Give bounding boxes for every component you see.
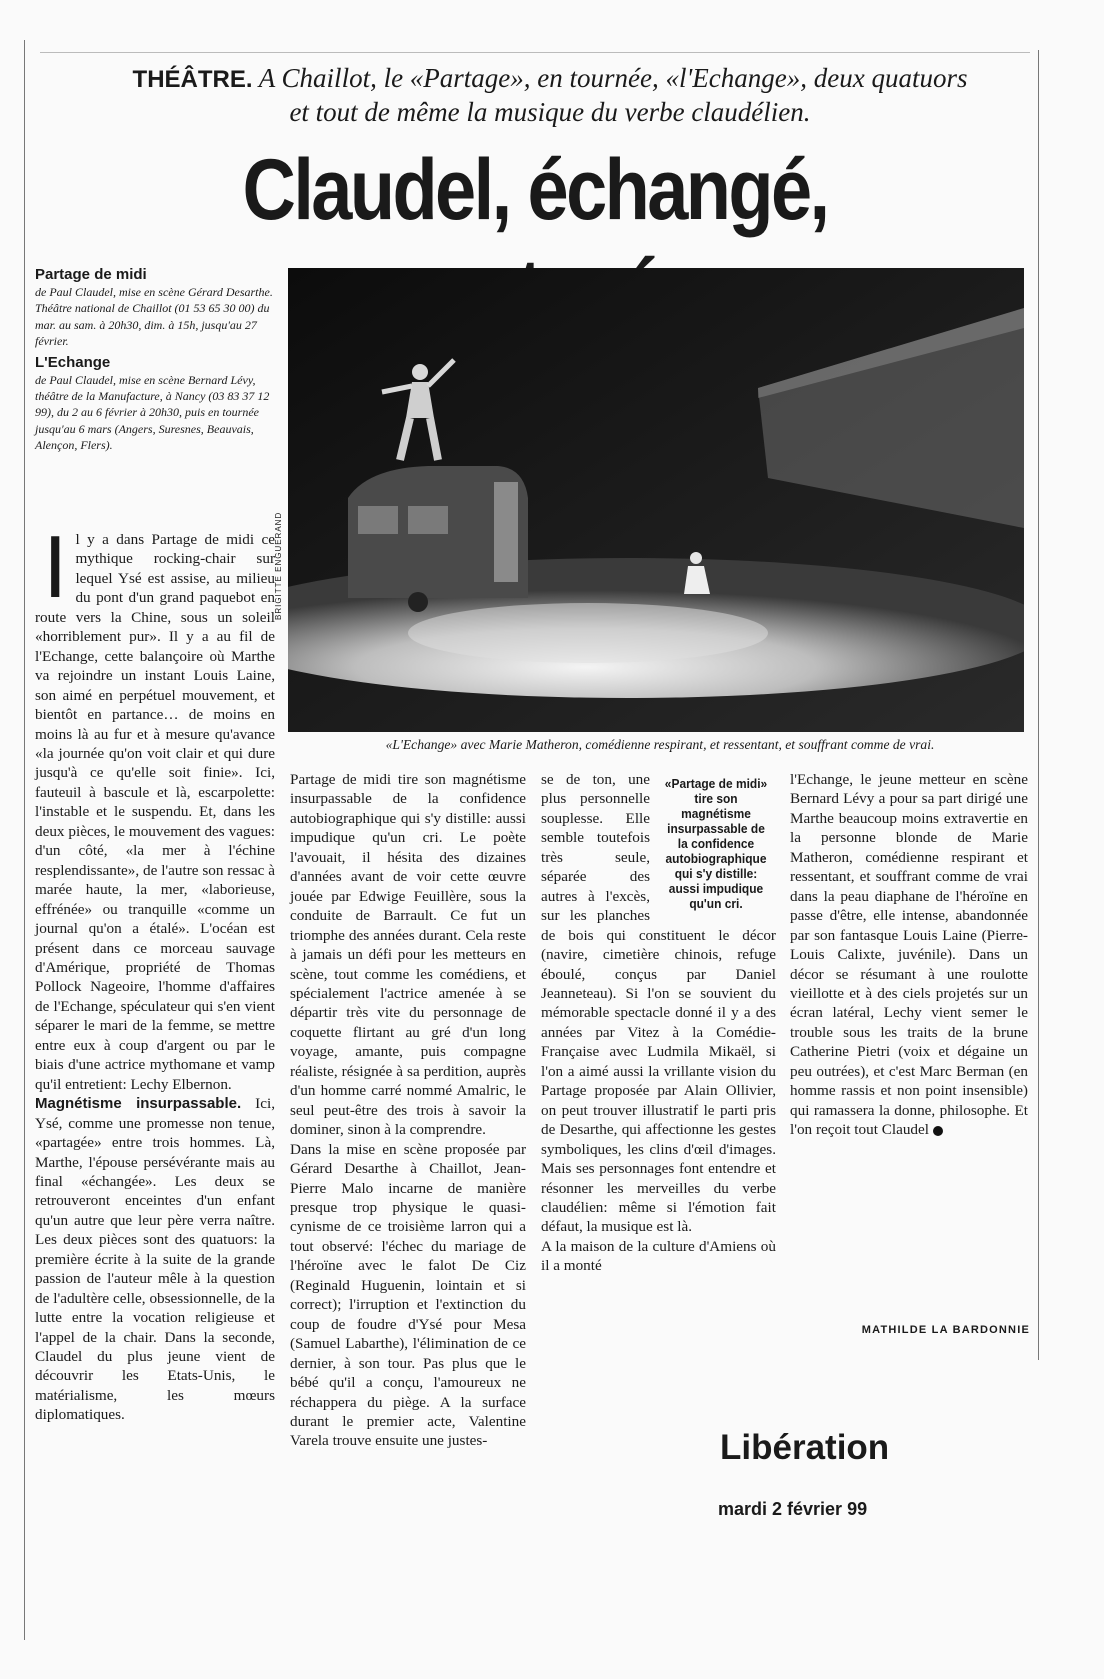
article-column-3: [541, 770, 776, 1276]
photo-caption: «L'Echange» avec Marie Matheron, comédienne respirant, et ressentant, et souffrant comme de vrai.: [385, 737, 935, 752]
kicker-line-1: A Chaillot, le «Partage», en tournée, «l'Echange», deux quatuors: [258, 63, 968, 93]
top-rule: [40, 52, 1030, 53]
article-paragraph: A la maison de la culture d'Amiens où il a monté: [541, 1237, 776, 1275]
article-column-1: [35, 517, 275, 1425]
left-margin-rule: [24, 40, 25, 1640]
article-column-4: [790, 770, 1028, 1140]
info-title-echange: L'Echange: [35, 353, 111, 371]
right-margin-rule: [1038, 50, 1039, 1360]
caravan-shape: [348, 466, 528, 612]
source-name: Libération: [720, 1428, 890, 1467]
pull-quote: «Partage de midi» tire son magnétisme insurpassable de la confidence autobiographique qui s'y distille: aussi impudique qu'un cri.: [664, 776, 768, 911]
kicker-lead: THÉÂTRE.: [132, 66, 253, 93]
kicker-line-2: et tout de même la musique du verbe claudélien.: [289, 97, 811, 127]
source-date: mardi 2 février 99: [718, 1499, 868, 1519]
article-paragraph: l y a dans Partage de midi ce mythique rocking-chair sur lequel Ysé est assise, au milieu du pont d'un grand paquebot en route vers la Chine, sous un soleil «horriblement pur». Il y a au fil de l'Echange, cette balançoire où Marthe va rejoindre un instant Louis Laine, son aimé en perpétuel mouvement, et bientôt en partance… de moins en moins là au fur et à mesure qu'avance «la journée qu'on voit clair et qui dure jusqu'à ce qu'elle soit finie». Ici, fauteuil à bascule et là, escarpolette: l'instable et le suspendu. Et, dans les deux pièces, le mouvement des vagues: d'un côté, «la mer à l'échine resplendissante», de l'autre son ressac à marée haute, la mer, «laborieuse, effrénée» ou tranquille «comme un journal qu'on a étalé». L'océan est présent dans ce morceau sauvage d'Amérique, propriété de Thomas Pollock Nageoire, l'homme d'affaires de l'Echange, spéculateur qui s'en vient séparer le mari de la femme, se mettre entre eux à coup d'argent ou par le biais d'une actrice mythomane et vamp qu'il entretient: Lechy Elbernon.: [35, 531, 275, 1093]
author-signature: MATHILDE LA BARDONNIE: [861, 1324, 1030, 1336]
article-column-2: [290, 770, 526, 1451]
article-subhead: Magnétisme insurpassable.: [35, 1095, 242, 1113]
drop-cap: I: [43, 517, 68, 616]
article-paragraph: l'Echange, le jeune metteur en scène Bernard Lévy a pour sa part dirigé une Marthe beaucoup moins extravertie en la personne blonde de Marie Matheron, comédienne respirant et ressentant, et souffrant comme de vrai dans la peau diaphane de l'héroïne en passe d'être, elle intense, abandonnée par son fantasque Louis Laine (Pierre-Louis Calixte, juvénile). Dans un décor se résumant à une roulotte vieillotte et à des ciels projetés sur un écran latéral, Lechy vient semer le trouble sous les traits de la brune Catherine Pietri (voix et dégaine un peu outrées), et c'est Marc Berman (en homme rassis et non point insensible) qui ramassera la donne, philosophe. Et l'on reçoit tout Claudel: [790, 771, 1028, 1139]
info-box: [35, 266, 275, 458]
headline: Claudel, échangé,: [242, 142, 828, 238]
info-title-partage: Partage de midi: [35, 266, 147, 283]
stage-photo: [288, 268, 1024, 732]
article-paragraph: Dans la mise en scène proposée par Gérard Desarthe à Chaillot, Jean-Pierre Malo incarne de manière presque trop physique le quasi-cynisme de ce troisième larron qui a tout observé: l'échec du mariage de l'héroïne avec le falot De Ciz (Reginald Huguenin, lointain et si correct); l'irruption et l'extinction du coup de foudre d'Ysé pour Mesa (Samuel Labarthe), l'élimination de ce dernier, à son tour. Pas plus que le bébé qu'il a conçu, l'amoureux ne réchappera du piège. A la surface durant le premier acte, Valentine Varela trouve ensuite une justes-: [290, 1140, 526, 1450]
article-paragraph: Ici, Ysé, comme une promesse non tenue, «partagée» entre trois hommes. Là, Marthe, l'épouse persévérante mais au final «échangée». Les deux se retrouveront enceintes d'un enfant qu'un autre que leur père verra naître. Les deux pièces sont des quatuors: la première écrite à la suite de la grande passion de l'auteur mêle à la question de l'adultère celle, obsessionnelle, de la lutte entre la vocation religieuse et l'appel de la chair. Dans la seconde, Claudel du plus jeune vient de découvrir les Etats-Unis, le matérialisme, les mœurs diplomatiques.: [35, 1095, 275, 1424]
article-paragraph: Partage de midi tire son magnétisme insurpassable de la confidence autobiographique qui s'y distille: aussi impudique qu'un cri. Le poète l'avouait, il hésita des dizaines d'années avant de voir cette œuvre jouée par Edwige Feuillère, sous la conduite de Barrault. Ce fut un triomphe des années durant. Cela reste à jamais un défi pour les metteurs en scène, tout comme les comédiens, et spécialement l'actrice amenée à se départir très vite du personnage de coquette flirtant au gré d'un long voyage, amante, puis compagne réaliste, résignée à sa perdition, auprès d'un homme carré nommé Amalric, le seul peut-être des trois à savoir la dominer, sinon à la comprendre.: [290, 771, 526, 1139]
kicker: [70, 62, 1030, 128]
info-details-echange: de Paul Claudel, mise en scène Bernard Lévy, théâtre de la Manufacture, à Nancy (03 83 37 12 99), du 2 au 6 février à 20h30, puis en tournée jusqu'au 6 mars (Angers, Suresnes, Beauvais, Alençon, Flers).: [35, 372, 270, 453]
info-details-partage: de Paul Claudel, mise en scène Gérard Desarthe. Théâtre national de Chaillot (01 53 65 30 00) du mar. au sam. à 20h30, dim. à 15h, jusqu'au 27 février.: [35, 285, 273, 349]
photo-credit: BRIGITTE ENGUERAND: [274, 511, 283, 620]
end-mark: [933, 1126, 943, 1136]
article-paragraph: se de ton, une plus personnelle souplesse. Elle semble toutefois très seule, séparée des autres à l'excès, sur les planches de bois qui constituent le décor (navire, cimetière chinois, refuge éboulé, conçus par Daniel Jeanneteau). Si l'on se souvient du mémorable spectacle donné il y a des années par Vitez à la Comédie-Française avec Ludmila Mikaël, si l'on a aimé aussi la vrillante vision du Partage proposée par Alain Ollivier, on peut trouver illustratif le parti pris de Desarthe, qui affectionne les gestes symboliques, les clins d'œil d'images. Mais ses personnages font entendre et résonner les merveilles du verbe claudélien: même si l'émotion fait défaut, la musique est là.: [541, 771, 776, 1236]
